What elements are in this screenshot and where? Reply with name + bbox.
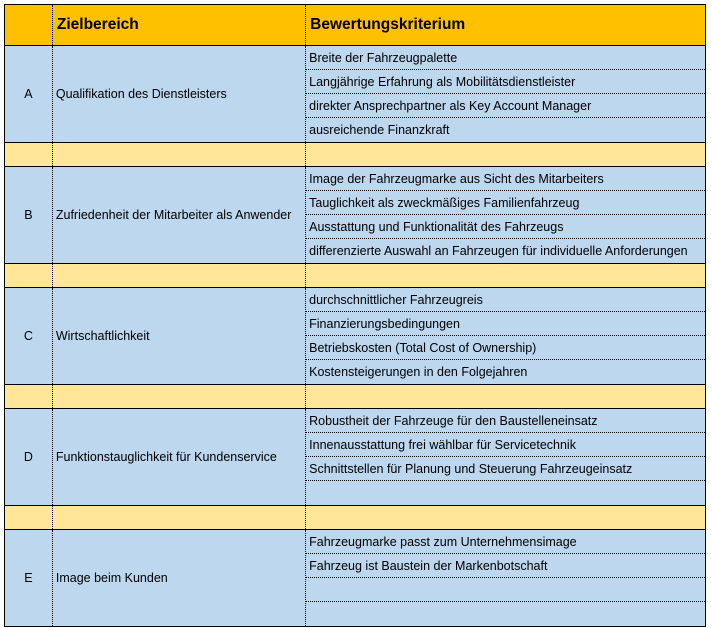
- group-criteria: [306, 530, 705, 626]
- criterion-cell: Fahrzeugmarke passt zum Unternehmensimage: [306, 530, 705, 554]
- group-row: [4, 409, 706, 506]
- criterion-cell: durchschnittlicher Fahrzeugreis: [306, 288, 705, 312]
- group-zielbereich: Zufriedenheit der Mitarbeiter als Anwender: [53, 167, 306, 263]
- group-row: [4, 46, 706, 143]
- criterion-cell: Finanzierungsbedingungen: [306, 312, 705, 336]
- header-letter-cell: [5, 5, 53, 45]
- criterion-cell: Image der Fahrzeugmarke aus Sicht des Mitarbeiters: [306, 167, 705, 191]
- group-letter: B: [5, 167, 53, 263]
- criterion-cell: [306, 602, 705, 626]
- criterion-cell: Schnittstellen für Planung und Steuerung Fahrzeugeinsatz: [306, 457, 705, 481]
- criterion-cell: Breite der Fahrzeugpalette: [306, 46, 705, 70]
- criterion-cell: Fahrzeug ist Baustein der Markenbotschaft: [306, 554, 705, 578]
- group-letter: D: [5, 409, 53, 505]
- criterion-cell: Ausstattung und Funktionalität des Fahrzeugs: [306, 215, 705, 239]
- criterion-cell: Robustheit der Fahrzeuge für den Baustelleneinsatz: [306, 409, 705, 433]
- group-criteria: [306, 46, 705, 142]
- group-criteria: [306, 167, 705, 263]
- group-zielbereich: Qualifikation des Dienstleisters: [53, 46, 306, 142]
- criterion-cell: ausreichende Finanzkraft: [309, 123, 450, 137]
- separator-row: [4, 264, 706, 288]
- criteria-table: [4, 4, 706, 627]
- group-row: [4, 530, 706, 627]
- group-zielbereich: Wirtschaftlichkeit: [53, 288, 306, 384]
- group-criteria: [306, 409, 705, 505]
- criterion-cell: Kostensteigerungen in den Folgejahren: [309, 365, 528, 379]
- group-zielbereich: Funktionstauglichkeit für Kundenservice: [53, 409, 306, 505]
- table-header: [4, 4, 706, 46]
- criterion-cell: [306, 578, 705, 602]
- group-letter: C: [5, 288, 53, 384]
- group-letter: A: [5, 46, 53, 142]
- criterion-cell: Tauglichkeit als zweckmäßiges Familienfahrzeug: [306, 191, 705, 215]
- criterion-cell: [306, 481, 705, 505]
- group-zielbereich: Image beim Kunden: [53, 530, 306, 626]
- group-row: [4, 167, 706, 264]
- criterion-cell: direkter Ansprechpartner als Key Account Manager: [306, 94, 705, 118]
- separator-row: [4, 143, 706, 167]
- criterion-cell: Betriebskosten (Total Cost of Ownership): [306, 336, 705, 360]
- header-zielbereich: Zielbereich: [53, 5, 306, 45]
- group-row: [4, 288, 706, 385]
- criterion-cell: differenzierte Auswahl an Fahrzeugen für individuelle Anforderungen: [309, 244, 688, 258]
- separator-row: [4, 385, 706, 409]
- group-criteria: [306, 288, 705, 384]
- header-bewertungskriterium: Bewertungskriterium: [310, 16, 466, 33]
- group-letter: E: [5, 530, 53, 626]
- criterion-cell: Innenausstattung frei wählbar für Servicetechnik: [306, 433, 705, 457]
- separator-row: [4, 506, 706, 530]
- criterion-cell: Langjährige Erfahrung als Mobilitätsdienstleister: [306, 70, 705, 94]
